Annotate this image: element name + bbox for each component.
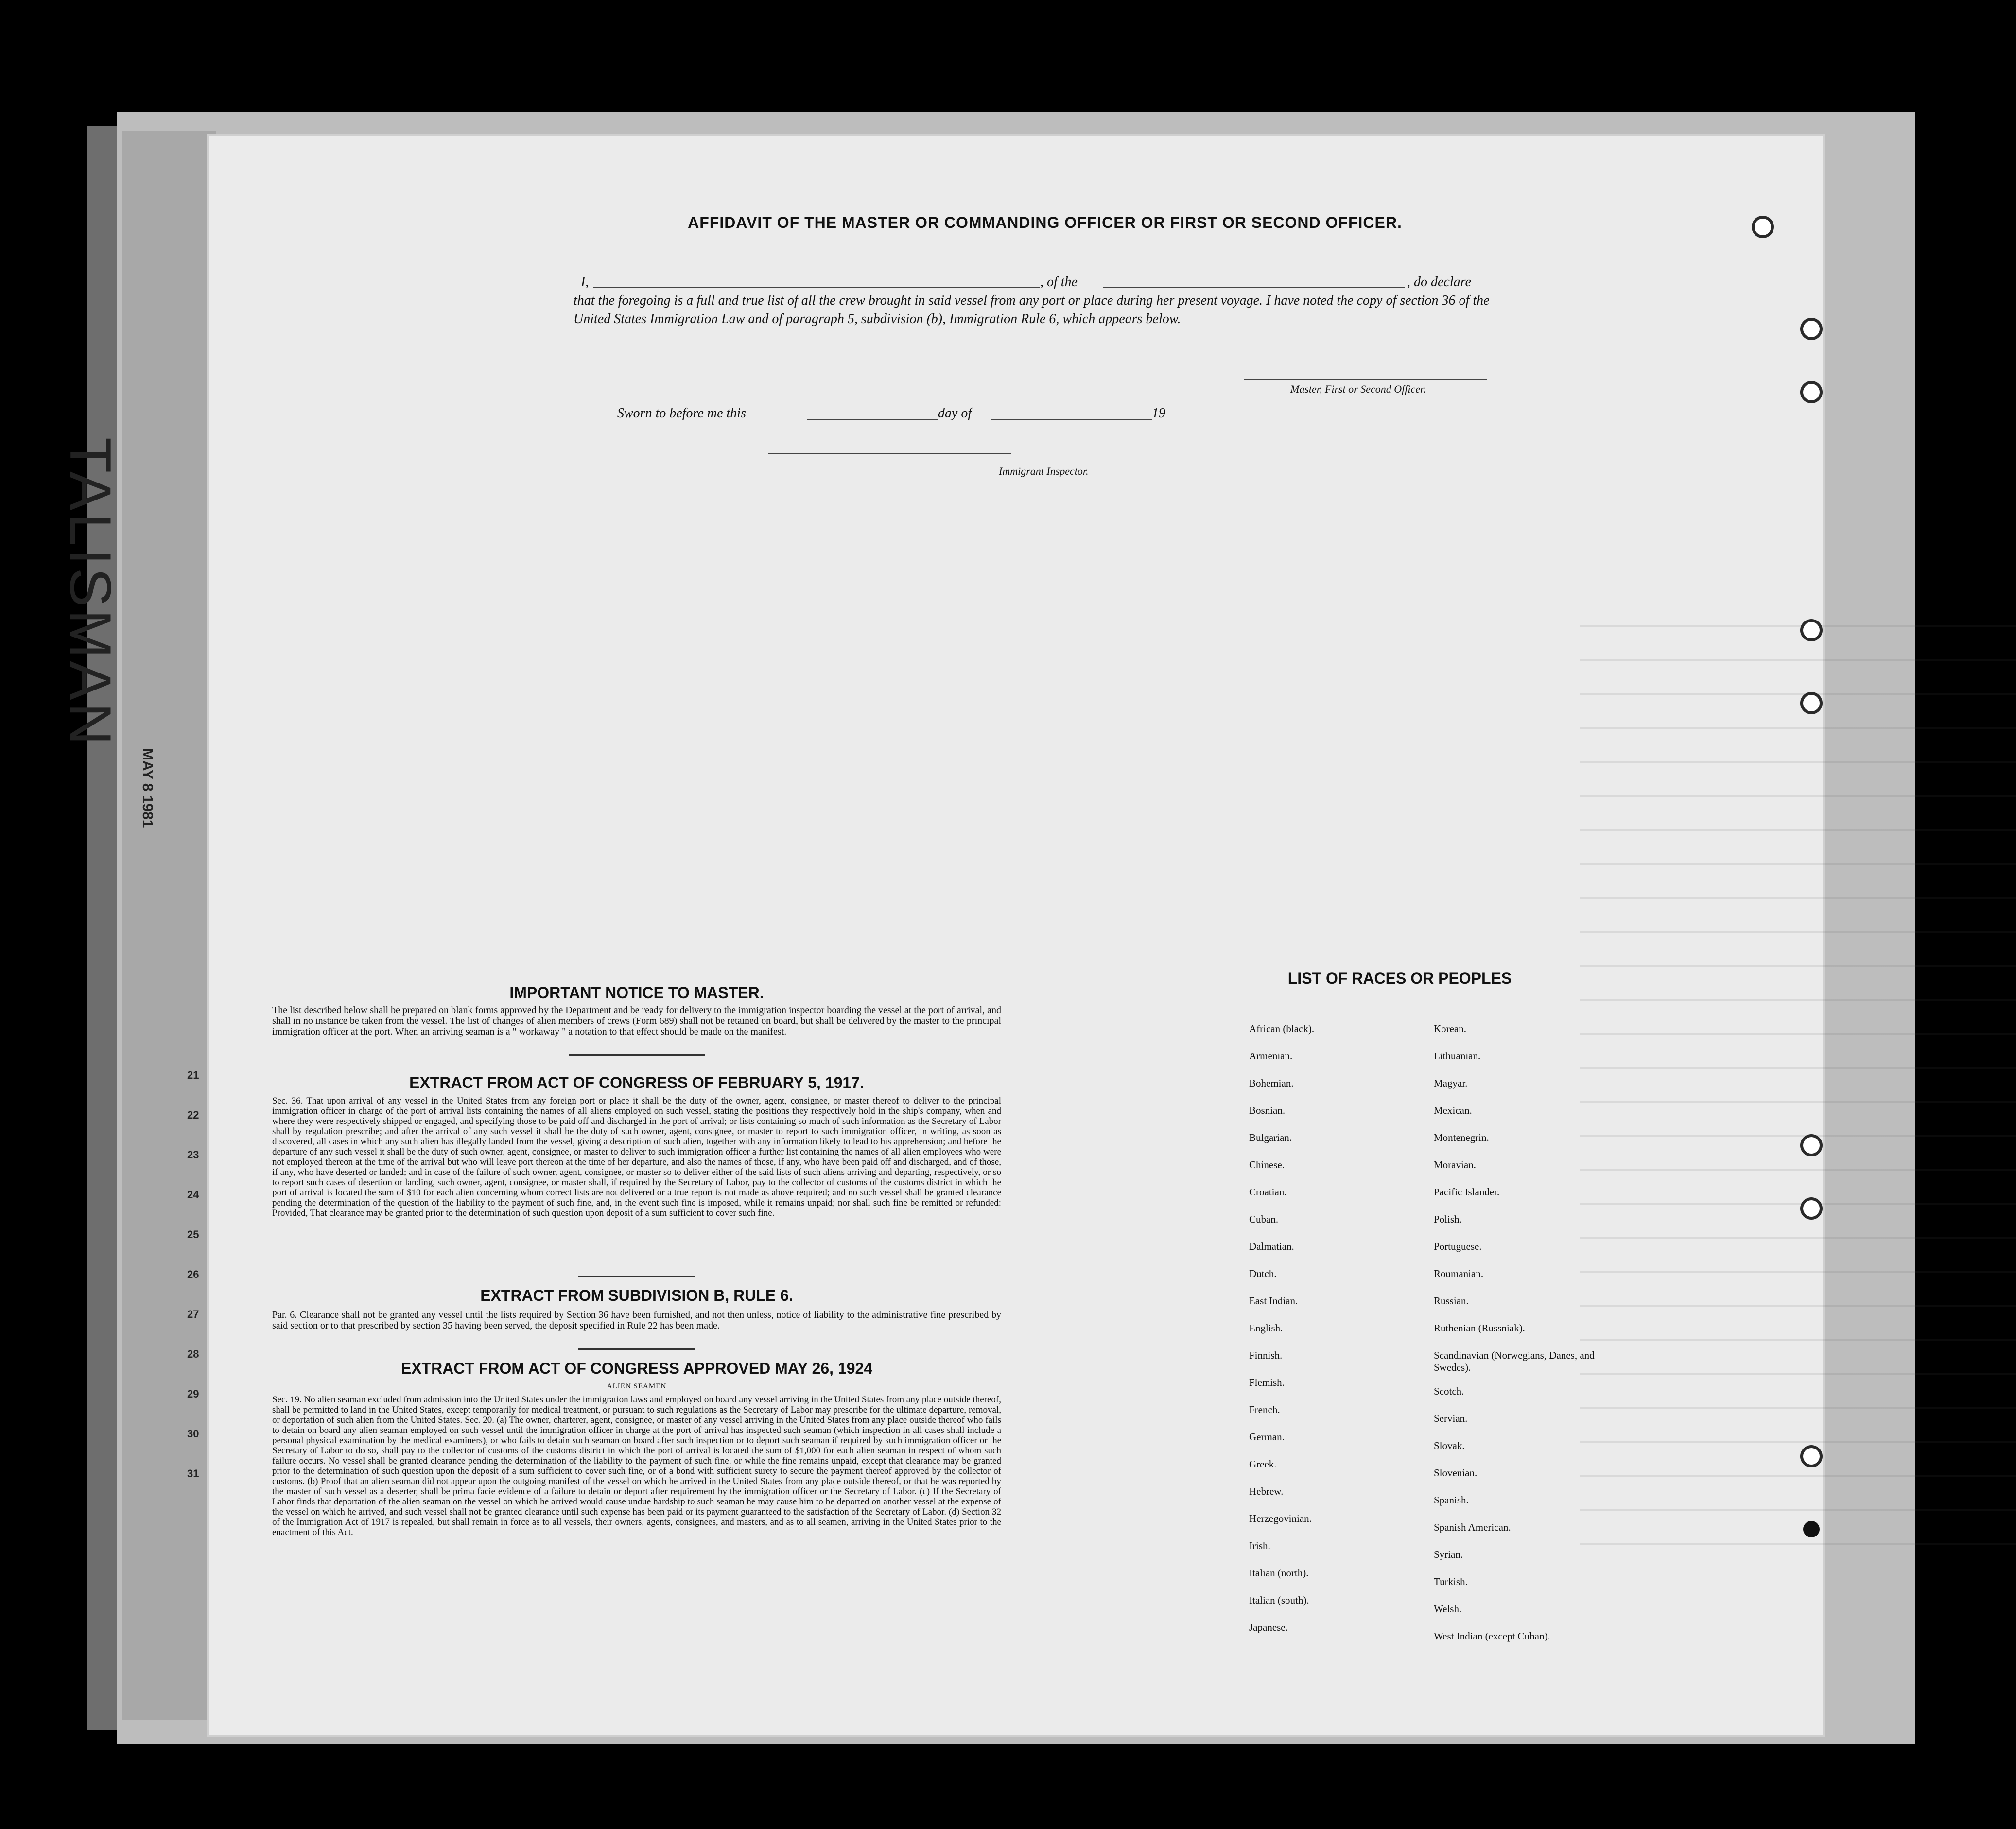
- race-item: Spanish.: [1434, 1494, 1469, 1506]
- vessel-blank-line: [1103, 287, 1405, 288]
- binder-hole: [1803, 1137, 1820, 1154]
- extract-1924-subtitle: ALIEN SEAMEN: [607, 1382, 667, 1390]
- race-item: Slovenian.: [1434, 1467, 1477, 1479]
- race-item: Italian (south).: [1249, 1594, 1309, 1606]
- officer-signature-line: [1244, 379, 1487, 380]
- margin-line-number: 26: [187, 1268, 199, 1280]
- do-declare-label: , do declare: [1407, 275, 1471, 290]
- extract-1924-text: Sec. 19. No alien seaman excluded from admission into the United States under the immigration laws and employed on board any vessel arriving in the United States from any place outside thereof, shall be permitted to land in the United States, except temporarily for medical treatment, or pursuant to such regulations as the Secretary of Labor may prescribe for the ultimate departure, removal, or deportation of such alien from the United States. Sec. 20. (a) The owner, charterer, agent, consignee, or master of any vessel arriving in the United States from any place outside thereof who fails to detain on board any alien seaman employed on such vessel until the immigration officer in charge at the port of arrival has inspected such seaman (which inspection in all cases shall include a personal physical examination by the medical examiners), or who fails to detain such seaman on board after such inspection or to deport such seaman if required by such immigration officer or the Secretary of Labor to do so, shall pay to the collector of customs of the customs district in which the port of arrival is located the sum of $1,000 for each alien seaman in respect of whom such failure occurs. No vessel shall be granted clearance pending the determination of the liability to the payment of such fine, or while the fine remains unpaid, except that clearance may be granted prior to the determination of such question upon the deposit of a sum sufficient to cover such fine, or of a bond with sufficient surety to secure the payment thereof approved by the collector of customs. (b) Proof that an alien seaman did not appear upon the outgoing manifest of the vessel on which he arrived in the United States from any place outside thereof, or that he was reported by the master of such vessel as a deserter, shall be prima facie evidence of a failure to detain or deport after requirement by the immigration officer or the Secretary of Labor. (c) If the Secretary of Labor finds that deportation of the alien seaman on the vessel on which he arrived would cause undue hardship to such seaman he may cause him to be deported on another vessel at the expense of the vessel on which he arrived, and such vessel shall not be granted clearance until such expense has been paid or its payment guaranteed to the satisfaction of the Secretary of Labor. (d) Section 32 of the Immigration Act of 1917 is repealed, but shall remain in force as to all vessels, their owners, agents, consignees, and masters, and as to all seamen, arriving in the United States prior to the enactment of this Act.: [272, 1395, 1001, 1537]
- race-item: Bohemian.: [1249, 1077, 1294, 1089]
- affidavit-title: AFFIDAVIT OF THE MASTER OR COMMANDING OFFICER OR FIRST OR SECOND OFFICER.: [688, 214, 1402, 231]
- year-label: 19: [1152, 406, 1165, 421]
- i-label: I,: [581, 275, 589, 290]
- section-divider: [578, 1276, 695, 1277]
- inspector-signature-line: [768, 453, 1011, 454]
- race-item: Dalmatian.: [1249, 1241, 1294, 1252]
- extract-1924-title: EXTRACT FROM ACT OF CONGRESS APPROVED MAY 26, 1924: [400, 1360, 873, 1377]
- race-item: Herzegovinian.: [1249, 1513, 1312, 1524]
- races-title: LIST OF RACES OR PEOPLES: [1287, 969, 1512, 987]
- race-item: French.: [1249, 1404, 1280, 1415]
- margin-line-number: 30: [187, 1428, 199, 1440]
- race-item: Hebrew.: [1249, 1485, 1284, 1497]
- race-item: Russian.: [1434, 1295, 1469, 1307]
- race-item: Bosnian.: [1249, 1104, 1286, 1116]
- race-item: Greek.: [1249, 1458, 1277, 1470]
- inspector-label: Immigrant Inspector.: [999, 465, 1089, 477]
- margin-line-number: 25: [187, 1228, 199, 1241]
- race-item: Scandinavian (Norwegians, Danes, and Swedes).: [1434, 1349, 1595, 1373]
- race-item: Syrian.: [1434, 1549, 1463, 1560]
- section-divider: [578, 1348, 695, 1350]
- race-item: English.: [1249, 1322, 1283, 1334]
- extract-1917-text: Sec. 36. That upon arrival of any vessel in the United States from any foreign port or place it shall be the duty of the owner, agent, consignee, or master thereof to deliver to the principal immigration officer in charge of the port of arrival lists containing the names of all aliens employed on such vessel, stating the positions they respectively hold in the ship's company, when and where they were respectively shipped or engaged, and specifying those to be paid off and discharged in the port of arrival; or lists containing so much of such information as the Secretary of Labor shall by regulation prescribe; and after the arrival of any such vessel it shall be the duty of such owner, agent, consignee, or master to report to such immigration officer, in writing, as soon as discovered, all cases in which any such alien has illegally landed from the vessel, giving a description of such alien, together with any information likely to lead to his apprehension; and before the departure of any such vessel it shall be the duty of such owner, agent, consignee, or master to deliver to such immigration officer a further list containing the names of all alien employees who were not employed thereon at the time of the arrival but who will leave port thereon at the time of her departure, and also the names of those, if any, who have been paid off and discharged, and of those, if any, who have deserted or landed; and in case of the failure of such owner, agent, consignee, or master so to deliver either of the said lists of such aliens arriving and departing, respectively, or so to report such cases of desertion or landing, such owner, agent, consignee, or master shall, if required by the Secretary of Labor, pay to the collector of customs of the customs district in which the port of arrival is located the sum of $10 for each alien concerning whom correct lists are not delivered or a true report is not made as above required; and no such vessel shall be granted clearance pending the determination of the question of the liability to the payment of such fine, and, in the event such fine is imposed, while it remains unpaid; nor shall such fine be remitted or refunded: Provided, That clearance may be granted prior to the determination of such question upon deposit of a sum sufficient to cover such fine.: [272, 1096, 1001, 1218]
- binder-hole: [1803, 622, 1820, 638]
- binder-hole: [1803, 1448, 1820, 1465]
- margin-line-number: 21: [187, 1069, 199, 1081]
- race-item: Polish.: [1434, 1213, 1462, 1225]
- binder-hole: [1803, 321, 1820, 337]
- race-item: East Indian.: [1249, 1295, 1298, 1307]
- race-item: African (black).: [1249, 1023, 1315, 1035]
- vessel-name-handwritten: TALISMAN: [58, 437, 123, 748]
- race-item: Welsh.: [1434, 1603, 1462, 1615]
- race-item: Montenegrin.: [1434, 1132, 1489, 1143]
- officer-label: Master, First or Second Officer.: [1290, 383, 1426, 395]
- extract-rule6-text: Par. 6. Clearance shall not be granted any vessel until the lists required by Section 36 have been furnished, and not then unless, notice of liability to the administrative fine prescribed by said section or to that prescribed by section 35 having been served, the deposit specified in Rule 22 has been made.: [272, 1310, 1001, 1331]
- sworn-label: Sworn to before me this: [617, 406, 746, 421]
- binder-hole: [1755, 219, 1771, 235]
- day-of-label: day of: [938, 406, 972, 421]
- race-item: Korean.: [1434, 1023, 1467, 1035]
- sworn-month-line: [991, 419, 1152, 420]
- race-item: Pacific Islander.: [1434, 1186, 1500, 1198]
- binder-hole: [1803, 1200, 1820, 1217]
- race-item: Finnish.: [1249, 1349, 1283, 1361]
- declaration-statement: that the foregoing is a full and true list of all the crew brought in said vessel from any port or place during her present voyage. I have noted the copy of section 36 of the United States Immigration Law and of paragraph 5, subdivision (b), Immigration Rule 6, which appears below.: [574, 293, 1490, 327]
- race-item: Scotch.: [1434, 1385, 1464, 1397]
- of-the-label: , of the: [1040, 275, 1078, 290]
- race-item: Ruthenian (Russniak).: [1434, 1322, 1525, 1334]
- binder-hole: [1803, 695, 1820, 711]
- race-item: Flemish.: [1249, 1377, 1285, 1388]
- binder-hole: [1803, 384, 1820, 400]
- margin-line-number: 22: [187, 1109, 199, 1121]
- race-item: Mexican.: [1434, 1104, 1472, 1116]
- margin-line-number: 28: [187, 1348, 199, 1360]
- race-item: Irish.: [1249, 1540, 1270, 1552]
- margin-strip: [122, 131, 216, 1720]
- race-item: Moravian.: [1434, 1159, 1476, 1171]
- margin-line-number: 23: [187, 1149, 199, 1161]
- bleed-through-ledger: [1580, 622, 2016, 1545]
- extract-rule6-title: EXTRACT FROM SUBDIVISION B, RULE 6.: [480, 1287, 793, 1304]
- margin-line-number: 27: [187, 1308, 199, 1320]
- extract-1917-title: EXTRACT FROM ACT OF CONGRESS OF FEBRUARY 5, 1917.: [409, 1074, 864, 1091]
- race-item: Japanese.: [1249, 1622, 1288, 1633]
- race-item: Croatian.: [1249, 1186, 1287, 1198]
- race-item: Magyar.: [1434, 1077, 1468, 1089]
- sworn-day-line: [807, 419, 938, 420]
- race-item: Dutch.: [1249, 1268, 1277, 1279]
- name-blank-line: [593, 287, 1040, 288]
- notice-text: The list described below shall be prepared on blank forms approved by the Department and be ready for delivery to the immigration inspector boarding the vessel at the port of arrival, and shall in no instance be taken from the vessel. The list of changes of alien members of crews (Form 689) shall not be retained on board, but shall be delivered by the master to the principal immigration officer at the port. When an arriving seaman is a " workaway " a notation to that effect should be made on the manifest.: [272, 1005, 1001, 1037]
- race-item: Portuguese.: [1434, 1241, 1482, 1252]
- notice-title: IMPORTANT NOTICE TO MASTER.: [509, 984, 764, 1001]
- race-item: Bulgarian.: [1249, 1132, 1292, 1143]
- date-stamp: MAY 8 1981: [139, 748, 156, 828]
- margin-line-number: 31: [187, 1467, 199, 1480]
- race-item: Armenian.: [1249, 1050, 1293, 1062]
- race-item: Chinese.: [1249, 1159, 1285, 1171]
- race-item: Italian (north).: [1249, 1567, 1309, 1579]
- binder-hole: [1803, 1521, 1820, 1537]
- race-item: Spanish American.: [1434, 1521, 1511, 1533]
- race-item: Cuban.: [1249, 1213, 1279, 1225]
- race-item: German.: [1249, 1431, 1285, 1443]
- race-item: West Indian (except Cuban).: [1434, 1630, 1550, 1642]
- race-item: Turkish.: [1434, 1576, 1468, 1587]
- race-item: Roumanian.: [1434, 1268, 1484, 1279]
- race-item: Lithuanian.: [1434, 1050, 1481, 1062]
- race-item: Slovak.: [1434, 1440, 1465, 1451]
- race-item: Servian.: [1434, 1413, 1468, 1424]
- section-divider: [569, 1054, 705, 1056]
- margin-line-number: 29: [187, 1388, 199, 1400]
- margin-line-number: 24: [187, 1189, 199, 1201]
